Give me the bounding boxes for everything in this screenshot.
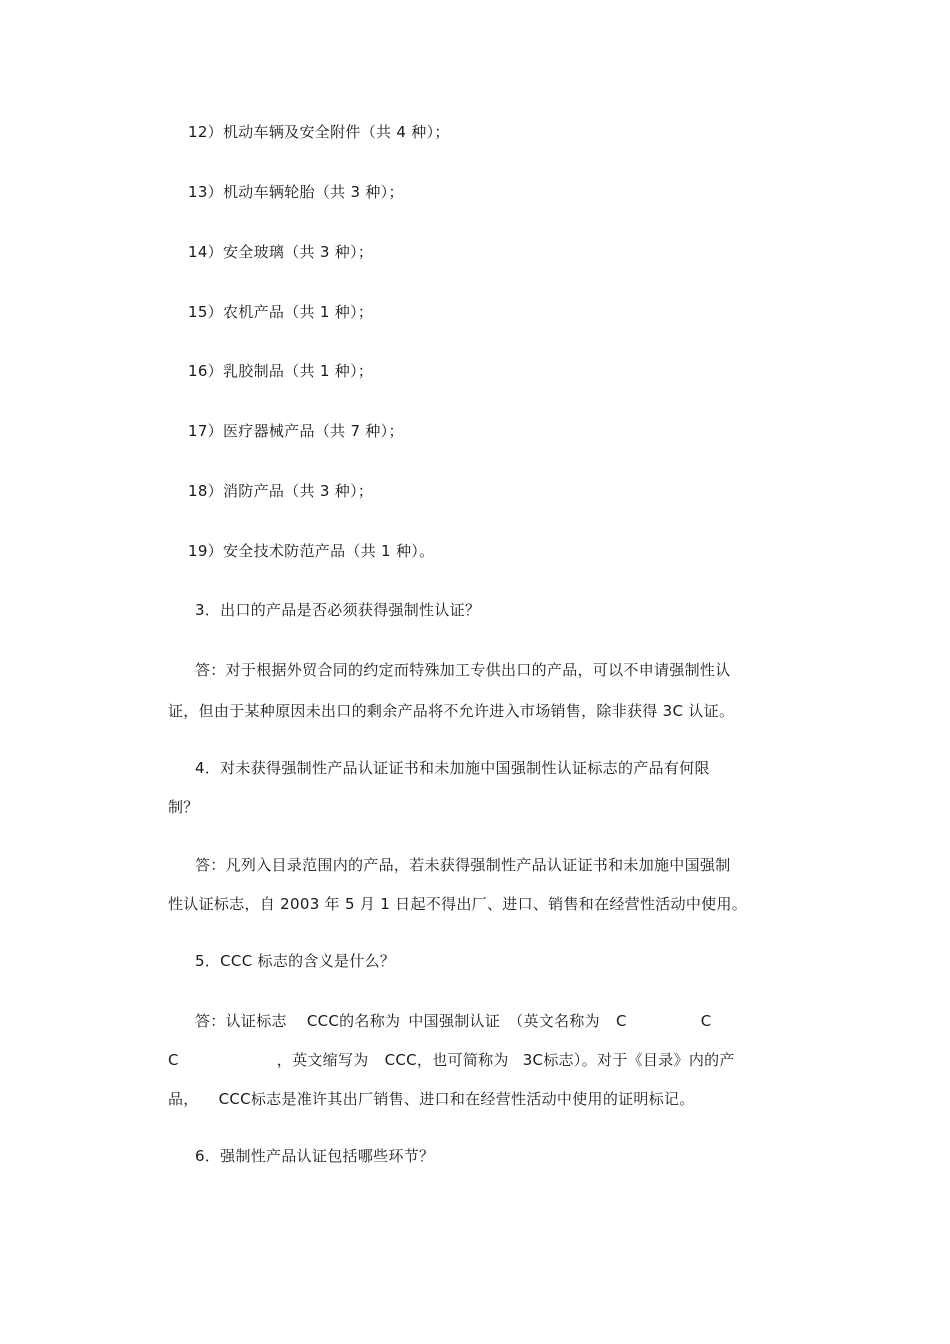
list-item: 13）机动车辆轮胎（共 3 种）； <box>188 183 404 201</box>
answer-5-segment: C <box>168 1051 179 1069</box>
answer-3-line-1: 答：对于根据外贸合同的约定而特殊加工专供出口的产品，可以不申请强制性认 <box>195 661 731 679</box>
list-item: 12）机动车辆及安全附件（共 4 种）； <box>188 123 450 141</box>
list-item: 17）医疗器械产品（共 7 种）； <box>188 422 404 440</box>
answer-5-segment: CCC，也可简称为 <box>384 1051 509 1069</box>
question-4-line-2: 制？ <box>168 798 199 816</box>
answer-5-segment: C <box>700 1012 712 1030</box>
answer-5-line-3 <box>168 1089 695 1109</box>
answer-5-line-1 <box>195 1011 740 1031</box>
answer-5-segment: 品， <box>168 1090 199 1108</box>
answer-5-segment: （英文名称为 <box>508 1012 600 1030</box>
answer-4-line-1: 答：凡列入目录范围内的产品，若未获得强制性产品认证证书和未加施中国强制 <box>195 856 731 874</box>
answer-5-segment: 答：认证标志 <box>195 1012 287 1030</box>
answer-5-segment: 中国强制认证 <box>408 1012 501 1030</box>
answer-5-segment: CCC标志是准许其出厂销售、进口和在经营性活动中使用的证明标记。 <box>218 1090 695 1108</box>
list-item: 18）消防产品（共 3 种）； <box>188 482 374 500</box>
answer-5-line-2 <box>168 1050 782 1070</box>
list-item: 19）安全技术防范产品（共 1 种）。 <box>188 542 435 560</box>
answer-5-segment: CCC的名称为 <box>306 1012 401 1030</box>
answer-5-segment: C <box>615 1012 627 1030</box>
question-4-line-1: 4．对未获得强制性产品认证证书和未加施中国强制性认证标志的产品有何限 <box>195 759 710 777</box>
answer-3-line-2: 证，但由于某种原因未出口的剩余产品将不允许进入市场销售，除非获得 3C 认证。 <box>168 702 735 720</box>
question-6: 6．强制性产品认证包括哪些环节？ <box>195 1147 435 1165</box>
list-item: 16）乳胶制品（共 1 种）； <box>188 362 374 380</box>
answer-5-segment: ，英文缩写为 <box>276 1051 369 1069</box>
list-item: 14）安全玻璃（共 3 种）； <box>188 243 374 261</box>
answer-4-line-2: 性认证标志，自 2003 年 5 月 1 日起不得出厂、进口、销售和在经营性活动中使用。 <box>168 895 748 913</box>
question-5: 5．CCC 标志的含义是什么？ <box>195 952 396 970</box>
answer-5-segment: 3C标志）。对于《目录》内的产 <box>522 1051 735 1069</box>
list-item: 15）农机产品（共 1 种）； <box>188 303 374 321</box>
question-3: 3．出口的产品是否必须获得强制性认证？ <box>195 601 481 619</box>
